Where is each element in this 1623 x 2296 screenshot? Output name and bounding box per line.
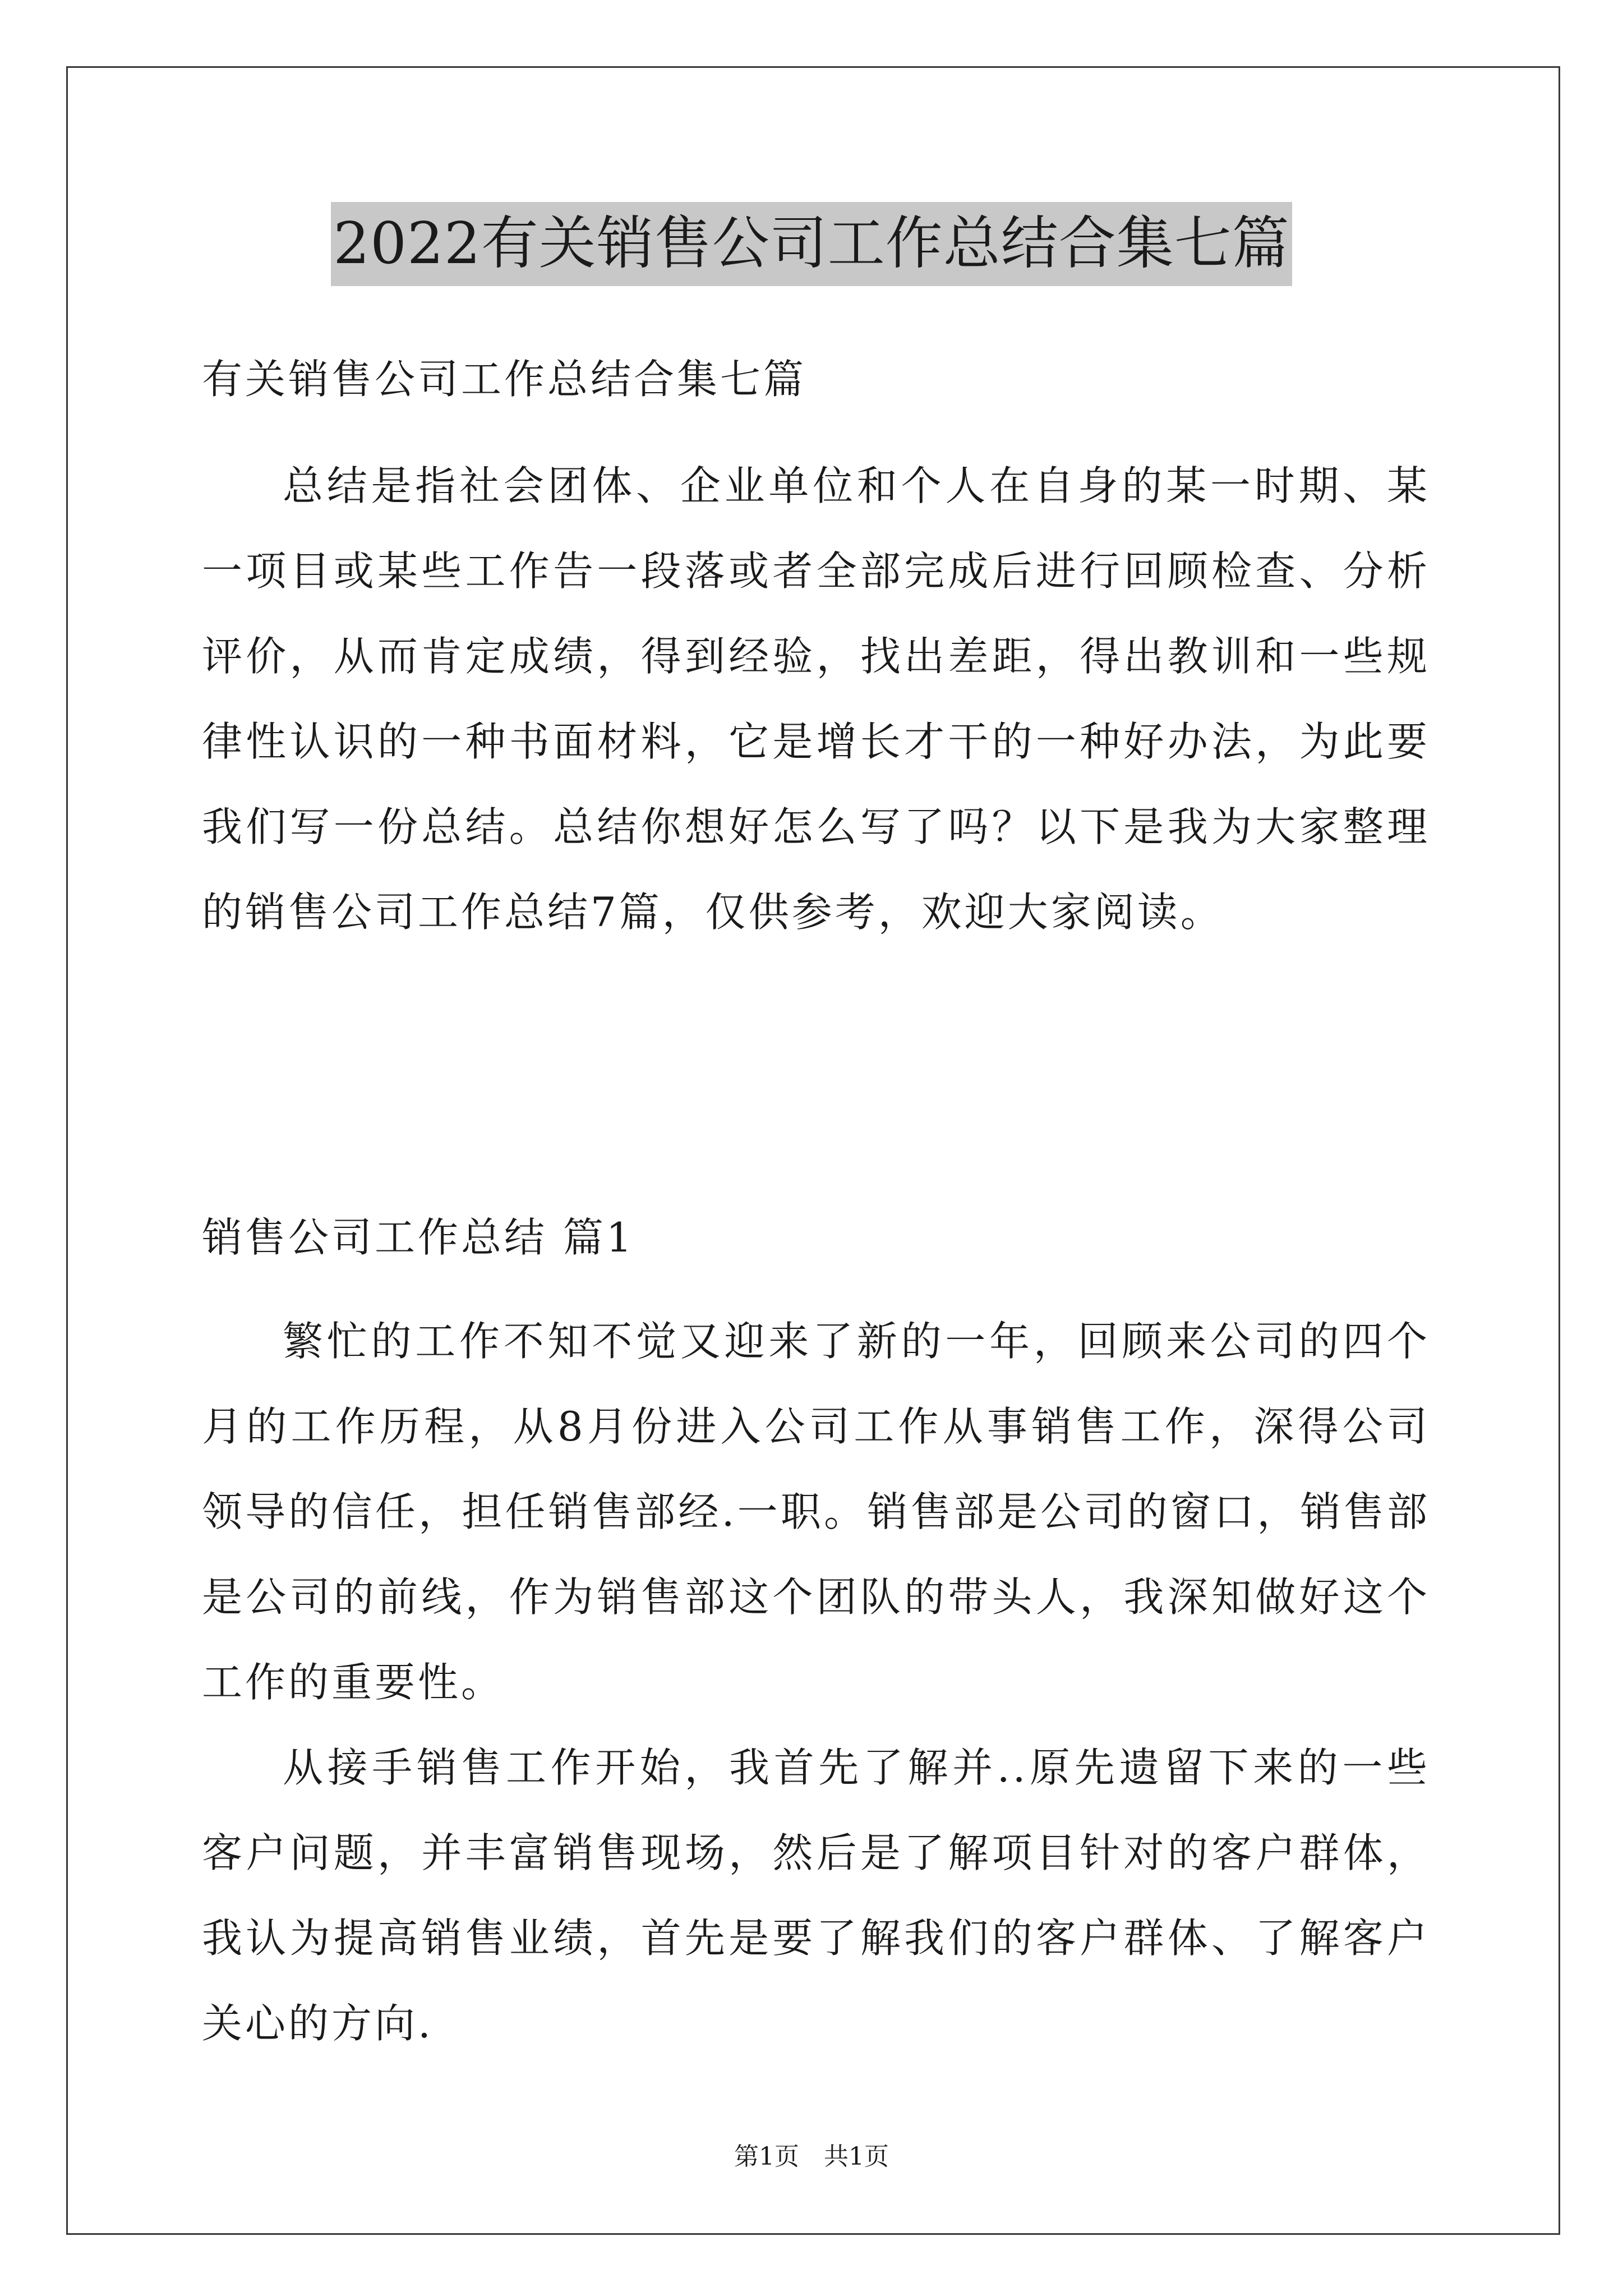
document-title [0,202,1623,286]
section-paragraph: 从接手销售工作开始，我首先了解并..原先遗留下来的一些客户问题，并丰富销售现场，然后是了解项目针对的客户群体，我认为提高销售业绩，首先是要了解我们的客户群体、了解客户关心的方向. [202,1744,1430,2047]
page-footer: 第1页 共1页 [734,2142,889,2171]
section-paragraph: 繁忙的工作不知不觉又迎来了新的一年，回顾来公司的四个月的工作历程，从8月份进入公司工作从事销售工作，深得公司领导的信任，担任销售部经.一职。销售部是公司的窗口，销售部是公司的前线，作为销售部这个团队的带头人，我深知做好这个工作的重要性。 [202,1318,1430,1706]
intro-paragraph: 总结是指社会团体、企业单位和个人在自身的某一时期、某一项目或某些工作告一段落或者全部完成后进行回顾检查、分析评价，从而肯定成绩，得到经验，找出差距，得出教训和一些规律性认识的一种书面材料，它是增长才干的一种好办法，为此要我们写一份总结。总结你想好怎么写了吗？以下是我为大家整理的销售公司工作总结7篇，仅供参考，欢迎大家阅读。 [202,462,1430,936]
document-title-text: 2022有关销售公司工作总结合集七篇 [331,202,1292,286]
section-heading: 销售公司工作总结 篇1 [202,1214,635,1261]
document-subtitle: 有关销售公司工作总结合集七篇 [202,356,807,403]
